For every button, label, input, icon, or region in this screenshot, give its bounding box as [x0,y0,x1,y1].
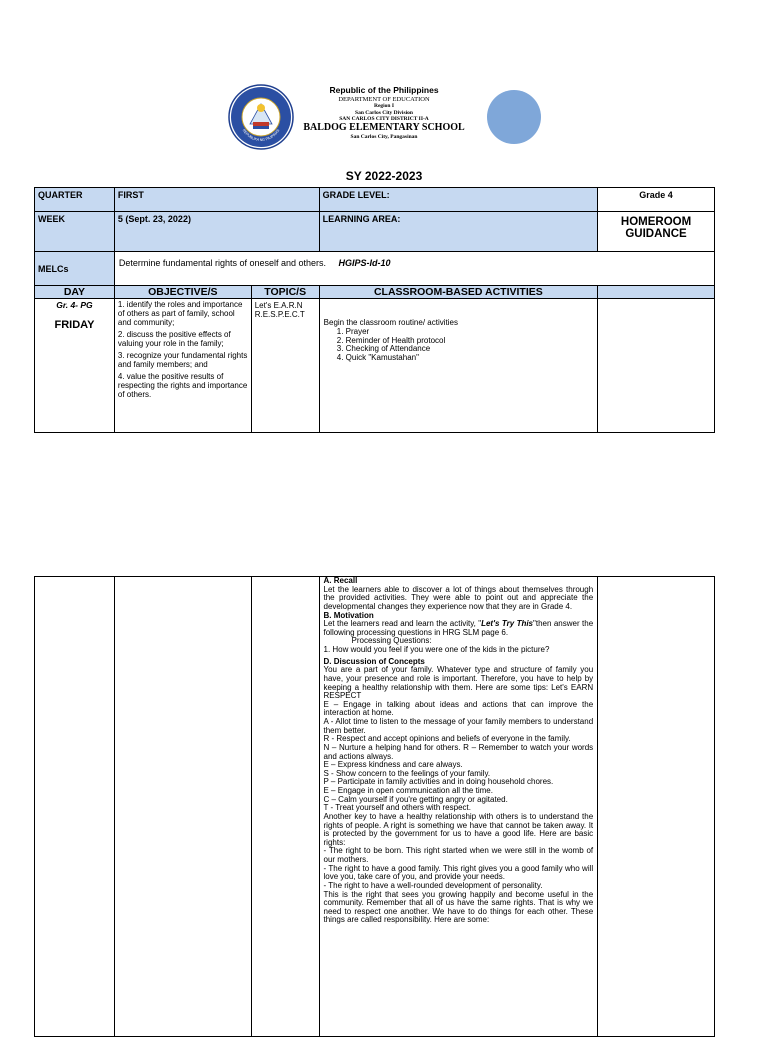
discussion-line: C – Calm yourself if you're getting angry or agitated. [323,794,508,804]
school-address: San Carlos City, Pangasinan [350,133,418,140]
week-label: WEEK [35,212,115,252]
lesson-plan-table [34,187,715,433]
republic-label: Republic of the Philippines [329,85,439,95]
routine-list [324,328,593,363]
school-name: BALDOG ELEMENTARY SCHOOL [303,122,465,134]
melcs-code: HGIPS-Id-10 [338,258,391,268]
quarter-value: FIRST [114,188,319,212]
objective-item: 3. recognize your fundamental rights and family members; and [117,350,248,369]
quarter-label: QUARTER [35,188,115,212]
melcs-label: MELCs [35,252,115,286]
motivation-title: B. Motivation [323,610,374,620]
routine-item: 4. Quick "Kamustahan" [346,354,593,363]
discussion-line: E – Express kindness and care always. [323,760,463,770]
motivation-text: Let the learners read and learn the activity, "Let's Try This"then answer the following processing questions in HRG SLM page 6. [323,619,594,637]
svg-text:REPUBLIKA NG PILIPINAS: REPUBLIKA NG PILIPINAS [241,128,281,143]
objective-item: 4. value the positive results of respecting the rights and importance of others. [117,371,248,399]
department-label: DEPARTMENT OF EDUCATION [338,95,430,103]
discussion-line: N – Nurture a helping hand for others. R – Remember to watch your words and actions always. [323,742,594,761]
blue-circle-logo [487,90,541,144]
melcs-value: Determine fundamental rights of oneself and others. [118,258,327,268]
learning-area-label: LEARNING AREA: [319,212,597,252]
discussion-title: D. Discussion of Concepts [323,656,425,666]
division-label: San Carlos City Division [355,109,413,116]
seal-text [228,84,294,86]
routine-item: 2. Reminder of Health protocol [346,337,593,346]
column-day: DAY [35,286,115,299]
discussion-line: T - Treat yourself and others with respect. [323,803,471,813]
recall-title: A. Recall [323,576,358,585]
discussion-line: E – Engage in talking about ideas and actions that can improve the interaction at home. [323,699,594,718]
activities-cell [319,577,598,1037]
objectives-cell [114,299,251,433]
recall-text: Let the learners able to discover a lot of things about themselves through the provided activities. They were able to point out and appreciate the developmental changes they experience now that they are in Grade 4. [323,584,594,611]
school-year: SY 2022-2023 [345,169,423,183]
grade-level-value: Grade 4 [598,188,715,212]
objective-item: 1. identify the roles and importance of others as part of family, school and community; [117,300,243,327]
day-value: FRIDAY [54,319,95,331]
routine-item: 1. Prayer [346,328,593,337]
objective-item: 2. discuss the positive effects of valuing your role in the family; [117,329,231,348]
grade-section: Gr. 4- PG [56,300,93,310]
discussion-line: S - Show concern to the feelings of your family. [323,768,491,778]
question-item: 1. How would you feel if you were one of the kids in the picture? [323,645,550,654]
activities-table [34,576,715,1037]
discussion-line: This is the right that sees you growing happily and become useful in the community. Remember that all of us have the same rights. That is why we need to respect one another. We have to do things for each other. These things are called responsibility. Here are some: [323,889,594,925]
learning-area-value: HOMEROOM GUIDANCE [598,212,715,252]
grade-level-label: GRADE LEVEL: [319,188,597,212]
column-topics: TOPIC/S [251,286,319,299]
school-header [290,86,478,140]
deped-seal-logo [228,84,294,150]
routine-intro: Begin the classroom routine/ activities [323,318,458,327]
discussion-line: Another key to have a healthy relationship with others is to understand the rights of people. A right is something we have that cannot be taken away. It is protected by the government for us to have a good life. Here are basic rights: [323,811,594,847]
discussion-line: P – Participate in family activities and in doing household chores. [323,777,554,787]
processing-questions-label: Processing Questions: [351,636,432,646]
discussion-line: - The right to have a good family. This right gives you a good family who will love you, take care of you, and provide your needs. [323,863,594,882]
discussion-line: A - Allot time to listen to the message of your family members to understand them better. [323,717,594,735]
discussion-line: You are a part of your family. Whatever type and structure of family you have, your presence and role is important. Therefore, you have to help by keeping a healthy relationship with them. Here are some tips: Let's EARN RESPECT [323,665,594,701]
discussion-line: - The right to be born. This right started when we were still in the womb of our mothers. [323,846,594,864]
discussion-line: R - Respect and accept opinions and beliefs of everyone in the family. [323,734,571,744]
region-label: Region I [373,103,394,110]
discussion-line: E – Engage in open communication all the time. [323,786,493,795]
week-value: 5 (Sept. 23, 2022) [114,212,319,252]
column-activities: CLASSROOM-BASED ACTIVITIES [319,286,597,299]
discussion-line: - The right to have a well-rounded development of personality. [323,880,543,890]
column-objectives: OBJECTIVE/S [114,286,251,299]
routine-item: 3. Checking of Attendance [346,345,593,354]
topic-value: Let's E.A.R.N R.E.S.P.E.C.T [251,299,319,433]
district-label: SAN CARLOS CITY DISTRICT II-A [339,115,429,122]
